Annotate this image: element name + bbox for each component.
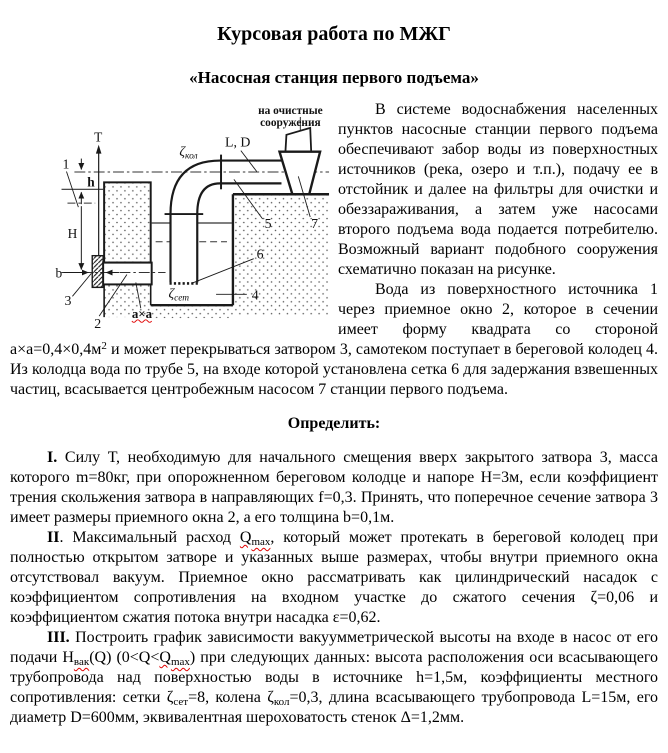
ground-and-walls <box>104 182 329 318</box>
intake-window <box>103 263 152 285</box>
label-5: 5 <box>264 216 272 232</box>
pump-discharge-stub <box>285 128 311 152</box>
define-header: Определить: <box>287 415 381 432</box>
under-floor-stipple <box>151 305 233 318</box>
figure-container <box>10 102 332 340</box>
pump-station-diagram <box>10 102 332 340</box>
pump-body <box>279 152 320 195</box>
label-force-T: T <box>94 129 103 145</box>
label-b: b <box>55 265 63 281</box>
label-7: 7 <box>311 216 319 232</box>
label-1: 1 <box>62 157 70 173</box>
intro-paragraph-2: Вода из поверхностного источника 1 через приемное окно 2, которое в сечении имеет форму квадрата со стороной $а\times а=0,4\times 0,4м^2$ и может перекрываться затвором 3, самотеком поступает в береговой колодец 4. Из колодца вода по трубе 5, на входе которой установлена сетка 6 для задержания взвешенных частиц, всасывается центробежным насосом 7 станции первого подъема. <box>10 281 658 398</box>
force-arrowhead <box>96 145 102 154</box>
task-3: III. Построить график зависимости вакуумметрической высоты на входе в насос от его подачи $H_{вак}(Q)$ $(0<Q<Q_{max})$ при следующих данных: высота расположения оси всасывающего трубопровода над поверхностью воды в источнике h=1,5м, коэффициенты местного сопротивления: сетки $\zeta_{сет}=8$, колена $\zeta_{кол}=0,3$, длина всасывающего трубопровода L=15м, его диаметр D=600мм, эквивалентная шероховатость стенок Δ=1,2мм. <box>10 629 659 726</box>
label-h: h <box>87 174 95 190</box>
label-LD: L, D <box>224 135 251 151</box>
label-6: 6 <box>256 247 264 263</box>
gate-hatch <box>92 256 103 288</box>
task-2: II. Максимальный расход $Q_{max}$, который может протекать в береговой колодец при полностью открытом затворе и указанных выше размерах, чтобы внутри приемного окна отсутствовал вакуум. Приемное окно рассматривать как цилиндрический насадок с коэффициентом сопротивления на входном участке до сжатого сечения ζ=0,06 и коэффициентом сжатия потока внутри насадка ε=0,62. <box>10 529 659 626</box>
label-H: H <box>67 225 78 241</box>
label-zeta-kol: $\zeta_{кол}$ <box>179 144 198 162</box>
gate-assembly <box>92 145 103 288</box>
page-subtitle: «Насосная станция первого подъема» <box>189 68 479 87</box>
label-axa: а×а <box>131 307 153 322</box>
leader-3 <box>72 274 91 297</box>
caption-line2: сооружения <box>260 116 321 129</box>
label-2: 2 <box>94 317 102 333</box>
label-zeta-set: $\zeta_{сет}$ <box>168 286 190 304</box>
task-1: I. Силу Т, необходимую для начального смещения вверх закрытого затвора 3, масса которого m=80кг, при опорожненном береговом колодце и напоре Н=3м, если коэффициент трения скольжения затвора в направляющих f=0,3. Принять, что поперечное сечение затвора 3 имеет размеры приемного окна 2, а его толщина b=0,1м. <box>10 449 658 526</box>
intro-paragraph-1: В системе водоснабжения населенных пунктов насосные станции первого подъема обеспечивают забор воды из поверхностных источников (река, озеро и т.п.), подачу ее в отстойник и далее на фильтры для очистки и обеззараживания, а затем уже насосами второго подъема вода подается потребителю. Возможный вариант подобного сооружения схематично показан на рисунке. <box>338 101 658 278</box>
label-4: 4 <box>251 288 259 304</box>
page-title: Курсовая работа по МЖГ <box>217 23 451 45</box>
document-body <box>10 100 658 728</box>
label-3: 3 <box>64 294 72 310</box>
right-ground-stipple <box>233 194 329 315</box>
caption-line1: на очистные <box>258 104 323 117</box>
left-wall-stipple <box>104 182 151 262</box>
